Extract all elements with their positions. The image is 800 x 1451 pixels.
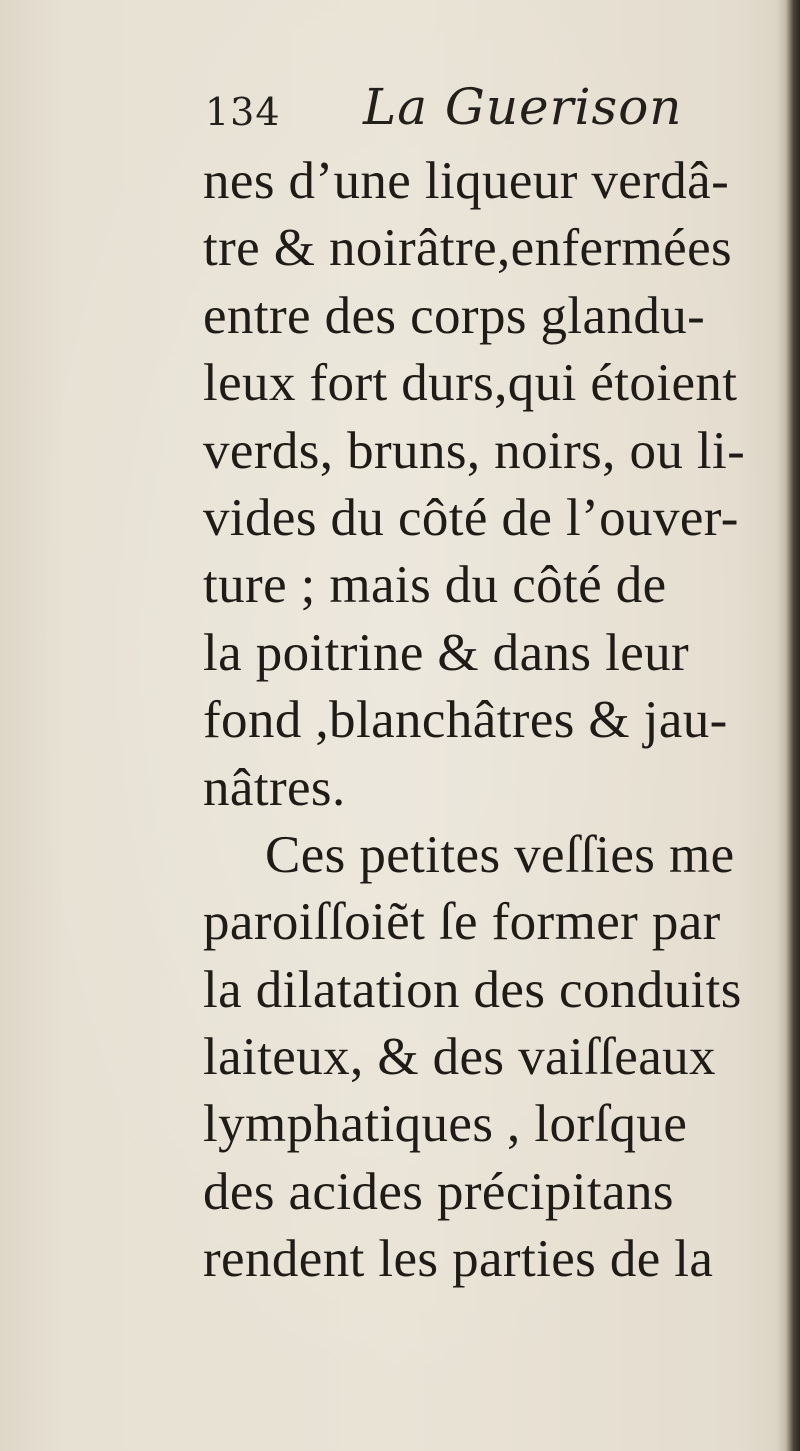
page-header bbox=[205, 78, 745, 138]
page-shadow bbox=[776, 0, 786, 1451]
text-line: verds, bruns, noirs, ou li- bbox=[203, 421, 746, 480]
text-line: la dilatation des conduits bbox=[203, 960, 742, 1019]
text-line: fond ,blanchâtres & jau- bbox=[203, 691, 728, 750]
text-line: ture ; mais du côté de bbox=[203, 556, 667, 615]
text-line: lymphatiques , lorſque bbox=[203, 1095, 688, 1154]
text-line: vides du côté de l’ouver- bbox=[203, 488, 739, 547]
text-line: paroiſſoiẽt ſe former par bbox=[203, 893, 721, 952]
text-line: tre & noirâtre,enfermées bbox=[203, 219, 733, 278]
text-line: nes d’une liqueur verdâ- bbox=[203, 152, 730, 210]
text-line: leux fort durs,qui étoient bbox=[203, 354, 738, 413]
running-title: La Guerison bbox=[363, 78, 683, 136]
text-line: la poitrine & dans leur bbox=[203, 623, 690, 682]
text-line: laiteux, & des vaiſſeaux bbox=[203, 1028, 716, 1087]
text-line: des acides précipitans bbox=[203, 1162, 674, 1221]
page-number: 134 bbox=[205, 90, 281, 134]
text-line: nâtres. bbox=[203, 758, 346, 817]
page-edge bbox=[786, 0, 800, 1451]
body-text bbox=[203, 148, 763, 1294]
paragraph-start-line: Ces petites veſſies me bbox=[265, 825, 735, 884]
text-line: rendent les parties de la bbox=[203, 1230, 714, 1289]
text-line: entre des corps glandu- bbox=[203, 286, 706, 345]
